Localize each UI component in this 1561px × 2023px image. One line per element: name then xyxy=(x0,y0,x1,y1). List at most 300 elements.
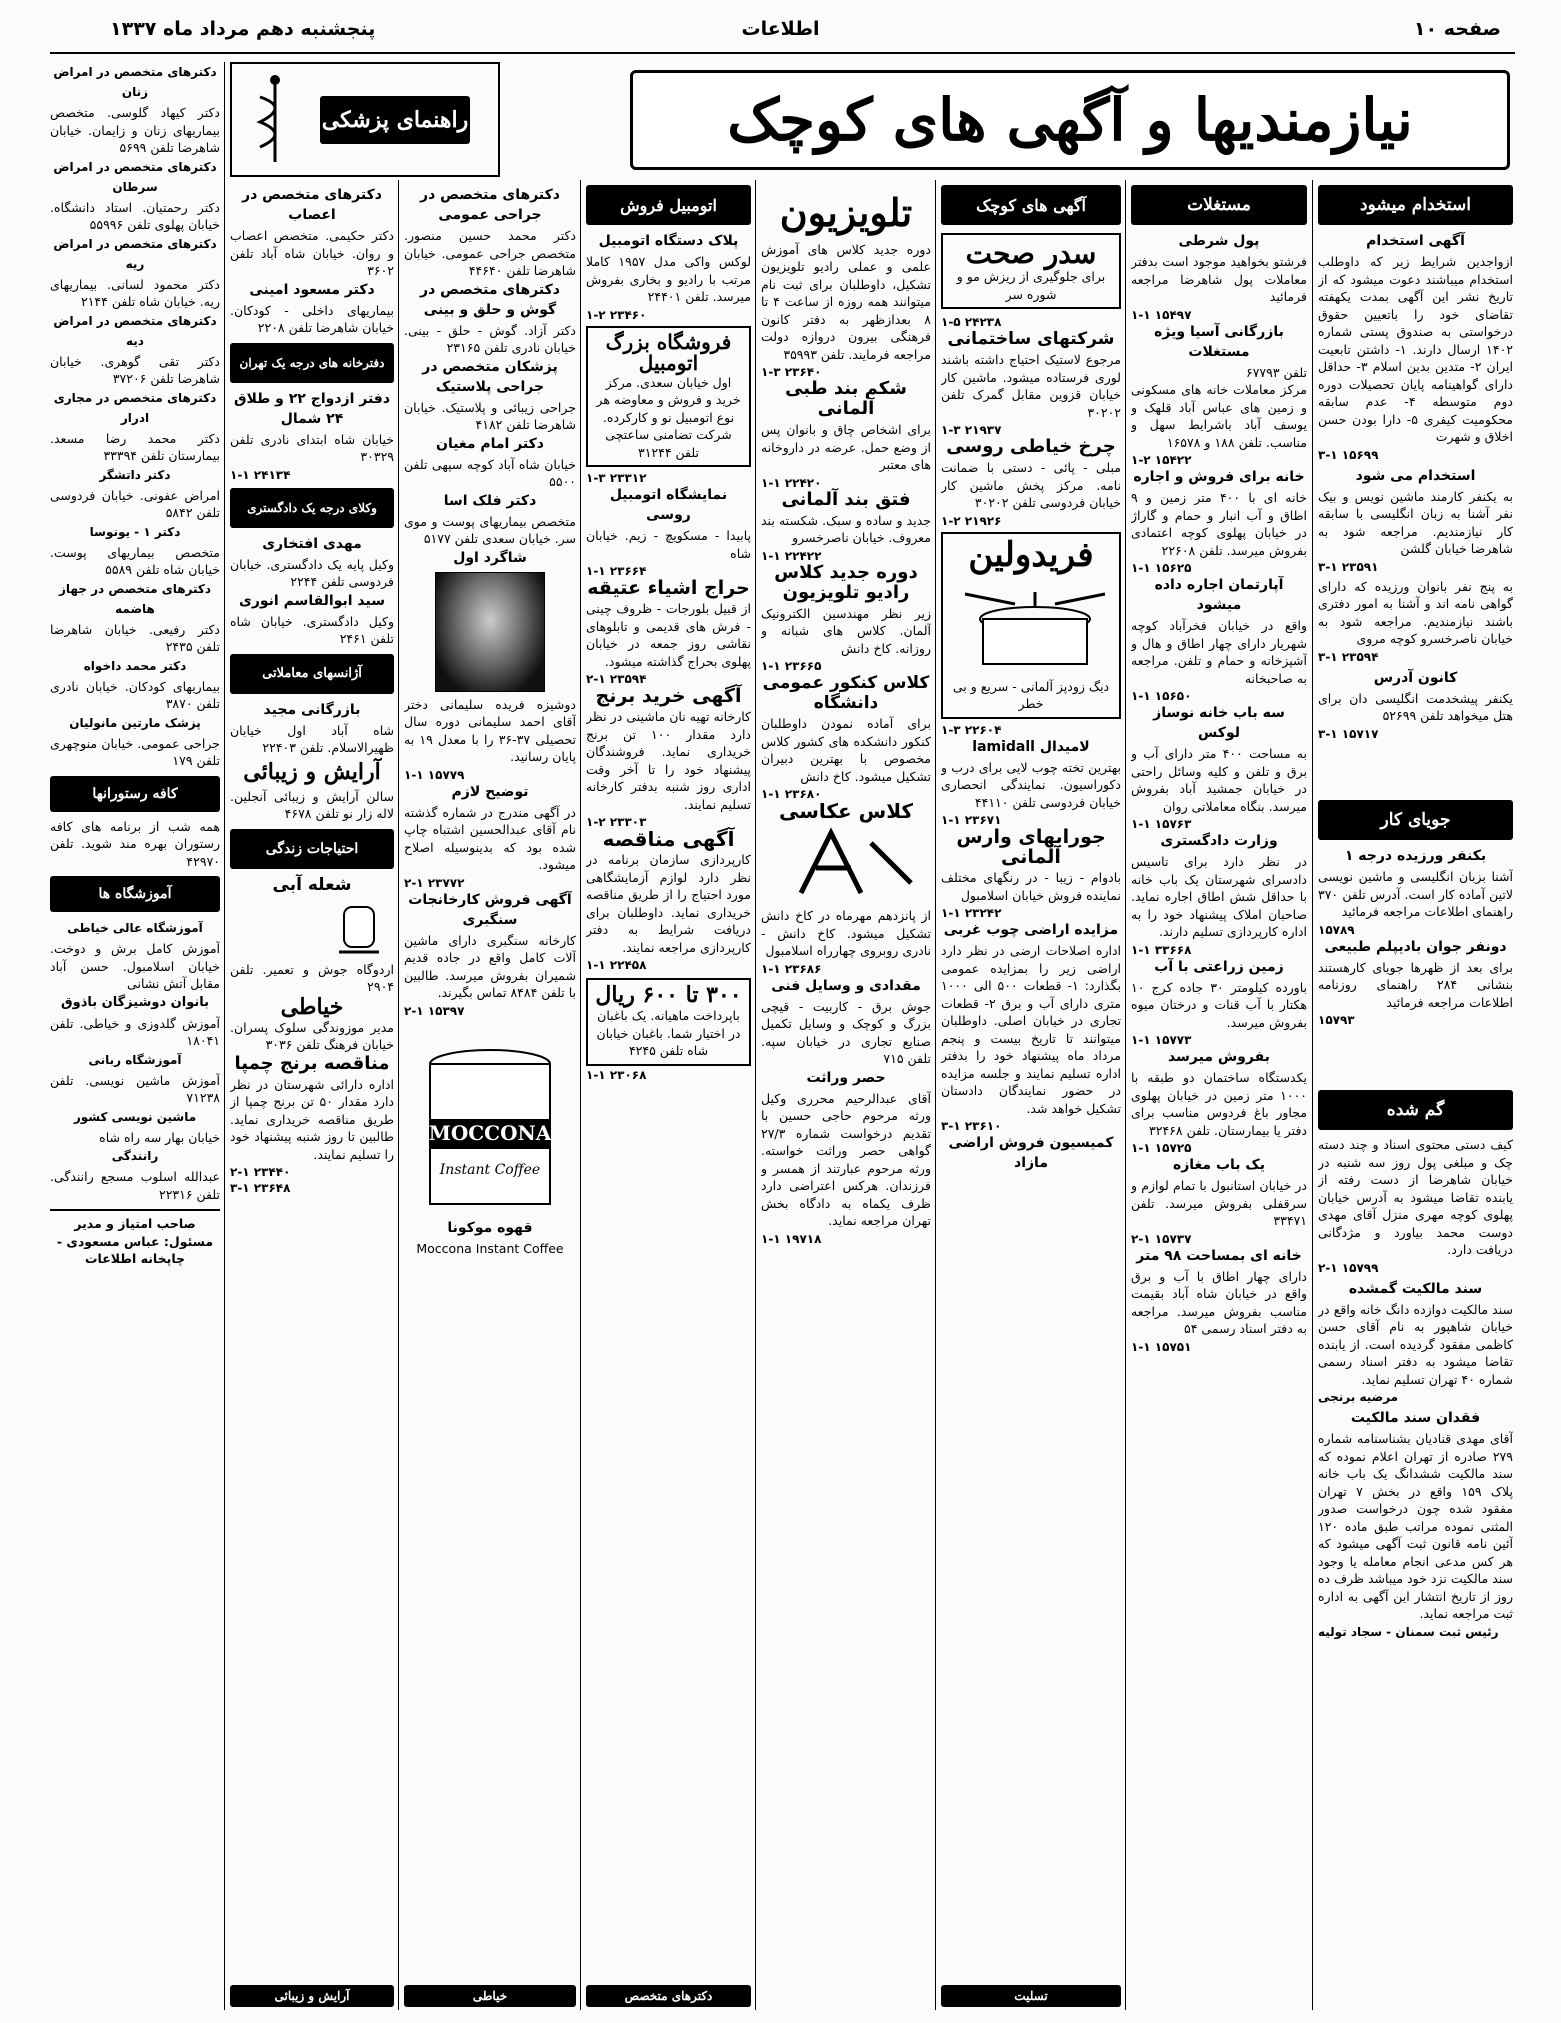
ad-code: ۲-۱ ۱۵۳۹۷ xyxy=(404,1003,465,1018)
ad-text: پابیدا - مسکویچ - زیم. خیابان شاه xyxy=(586,528,751,561)
ad xyxy=(50,713,220,770)
lost-heading: گم شده xyxy=(1318,1090,1513,1130)
ad xyxy=(50,818,220,871)
ad-text: آقای عبدالرحیم محرری وکیل ورثه مرحوم حاجی حسین با تقدیم درخواست شماره ۲۷/۳ گواهی حصر وراثت خواسته. ورثه مرحوم عبارتند از همسر و فرزندان. هرکس اعتراضی دارد ظرف یکماه به دادگاه بخش تهران مراجعه نماید. xyxy=(761,1090,931,1229)
ad-title: سدر صحت xyxy=(965,237,1097,270)
ad-text: برای آماده نمودن داوطلبان کنکور دانشکده های کشور کلاس مخصوص با بهترین دبیران تشکیل میشود. کاخ دانش xyxy=(761,716,931,784)
ad xyxy=(404,548,576,782)
ad-text: جراحی عمومی. خیابان منوچهری تلفن ۱۷۹ xyxy=(50,735,220,768)
ad-title: خانه برای فروش و اجاره xyxy=(1133,469,1305,485)
ad-title: ماشین نویسی کشور xyxy=(73,1109,197,1124)
ad-code: مرضیه برنجی xyxy=(1318,1390,1399,1404)
ad-text: یکنفر پیشخدمت انگلیسی دان برای هتل میخواهد تلفن ۵۲۶۹۹ xyxy=(1318,690,1513,723)
ad xyxy=(1318,846,1513,937)
job-seekers-heading: جویای کار xyxy=(1318,800,1513,840)
ad-title: مناقصه برنج چمپا xyxy=(234,1052,390,1074)
ad xyxy=(586,686,751,829)
ad-text: اردوگاه جوش و تعمیر. تلفن ۲۹۰۴ xyxy=(230,961,394,995)
ad xyxy=(1131,381,1307,467)
ad xyxy=(941,737,1121,828)
ad-text: به یکنفر کارمند ماشین نویس و بیک نفر آشنا به زبان انگلیسی با سابقه کار نیازمندیم. مراجعه شود به شاهرضا خیابان گلشن xyxy=(1318,488,1513,556)
ad-code: ۳-۱ ۲۳۵۹۴ xyxy=(1318,649,1379,664)
ad xyxy=(404,434,576,491)
ad xyxy=(1131,1246,1307,1354)
ad-text: دکتر حکیمی. متخصص اعصاب و روان. خیابان شاه آباد تلفن ۳۶۰۲ xyxy=(230,228,394,278)
ad xyxy=(230,875,394,996)
ad-text: بیماریهای کودکان. خیابان نادری تلفن ۳۸۷۰ xyxy=(50,678,220,711)
ad-text: دکتر آزاد. گوش - حلق - بینی. خیابان نادری تلفن ۲۳۱۶۵ xyxy=(404,322,576,355)
tailor-heading-box xyxy=(404,1985,576,2007)
ad xyxy=(50,522,220,579)
ad-title: سید ابوالقاسم انوری xyxy=(238,592,385,609)
ad-title: چرخ خیاطی روسی xyxy=(946,436,1116,458)
ad-text: سند مالکیت دوازده دانگ خانه واقع در خیابان شاهپور به نام آقای حسن کاظمی مفقود گردیده است. از یابنده تقاضا میشود به دفتر اسناد رسمی شماره ۴۰ تهران تسلیم نماید. xyxy=(1318,1301,1513,1387)
ad-text: واقع در خیابان فخرآباد کوچه شهریار دارای چهار اطاق و هال و آشپزخانه و حمام و تلفن. مراجعه به صاحبخانه xyxy=(1131,618,1307,686)
student-photo xyxy=(435,572,545,692)
col-rule xyxy=(224,62,225,2010)
ad-code: ۱-۱ ۱۵۶۵۰ xyxy=(1131,689,1192,703)
ad-title: کلاس عکاسی xyxy=(778,799,914,824)
ad-title: حراج اشیاء عتیقه xyxy=(587,577,750,599)
svg-text:MOCCONA: MOCCONA xyxy=(428,1120,552,1145)
medical-guide-title: راهنمای پزشکی xyxy=(320,96,470,144)
ad-title: آگهی فروش کارخانجات سنگبری xyxy=(408,891,572,928)
ad xyxy=(761,1068,931,1246)
ad-title: پزشکان متخصص در جراحی پلاستیک xyxy=(422,358,558,395)
ad xyxy=(761,490,931,563)
ad xyxy=(1131,703,1307,831)
ad xyxy=(761,673,931,801)
ad-code: ۱-۱ ۱۵۷۷۹ xyxy=(404,767,465,782)
ad-text: دکتر کیهاد گلوسی. متخصص بیماریهای زنان و زایمان. خیابان شاهرضا تلفن ۵۶۹۹ xyxy=(50,105,220,155)
ad-text: دارای چهار اطاق با آب و برق واقع در خیابان شاه آباد بقیمت مناسب بفروش میرسد. مراجعه به دفتر اسناد رسمی ۵۴ xyxy=(1131,1268,1307,1336)
ad xyxy=(230,280,394,337)
ad xyxy=(230,758,394,823)
ad xyxy=(941,437,1121,528)
ad xyxy=(586,326,751,468)
ad xyxy=(230,534,394,591)
ad-title: ۳۰۰ تا ۶۰۰ ریال xyxy=(595,982,742,1008)
doctors-heading-box xyxy=(586,1985,751,2007)
banner-title: نیازمندیها و آگهی های کوچک xyxy=(727,86,1413,154)
ad-code: ۲-۱ ۲۳۵۹۴ xyxy=(586,672,647,686)
photography-logo-icon xyxy=(771,823,931,903)
ad-title: شعله آبی xyxy=(272,874,352,895)
ad xyxy=(404,890,576,1018)
ad xyxy=(586,829,751,972)
coffee-can-icon xyxy=(415,1024,565,1214)
ad-text: آقای مهدی قنادیان بشناسنامه شماره ۲۷۹ صادره از تهران اعلام نموده که سند مالکیت ششدانگ یک باب خانه پلاک ۱۵۹ واقع در بخش ۷ تهران مفقود شده چون درخواست صدور المثنی نموده مراتب طبق ماده ۱۲۰ آئین نامه قانون ثبت آگهی میشود که هر کس مدعی انجام معامله یا وجود سند مالکیت نزد خود میباشد ظرف ده روز از تاریخ انتشار این آگهی به اداره ثبت مراجعه نماید. xyxy=(1318,1431,1513,1621)
ad-title: زمین زراعتی با آب xyxy=(1154,958,1284,975)
ad-title: بفروش میرسد xyxy=(1168,1049,1270,1065)
ad-code: ۳-۱ ۲۳۵۹۱ xyxy=(1318,559,1379,574)
ad-text: زیر نظر مهندسین الکترونیک آلمان. کلاس های شبانه و روزانه. کاخ دانش xyxy=(761,605,931,656)
small-ads-heading: آگهی های کوچک xyxy=(941,185,1121,225)
medical-caduceus-icon xyxy=(240,72,310,167)
ad-title: دکترهای متخصص در امراض دیه xyxy=(53,313,217,348)
ad xyxy=(230,389,394,482)
ad xyxy=(1318,1136,1513,1275)
ad-title: استخدام می شود xyxy=(1355,467,1476,484)
ad xyxy=(586,485,751,578)
ad xyxy=(50,62,220,157)
ad xyxy=(1131,1155,1307,1246)
ad-text: وکیل پایه یک دادگستری. خیابان فردوسی تلفن ۲۲۴۴ xyxy=(230,556,394,589)
ad-code: ۱-۱ ۲۳۶۶۵ xyxy=(761,659,822,674)
col-rule xyxy=(580,180,581,2010)
page-header xyxy=(0,18,1561,48)
ad-title: کلاس کنکور عمومی دانشگاه xyxy=(762,673,930,714)
col-job-seekers xyxy=(1318,800,1513,1080)
ad xyxy=(941,920,1121,1133)
ad-text: به مساحت ۴۰۰ متر دارای آب و برق و تلفن و کلیه وسائل راحتی در خیابان جمشید آباد بفروش میرسد. بنگاه معاملاتی روان xyxy=(1131,746,1307,814)
canteen-heading: کافه رستورانها xyxy=(50,776,220,812)
ad xyxy=(586,231,751,322)
ad-text: دکتر تقی گوهری. خیابان شاهرضا تلفن ۳۷۲۰۶ xyxy=(50,353,220,386)
ad-code: ۱-۱ ۲۳۶۸۰ xyxy=(761,787,822,802)
page-number: صفحه ۱۰ xyxy=(1413,18,1501,40)
ad-title: دکتر امام مغیان xyxy=(436,435,544,452)
ad xyxy=(50,234,220,311)
ad-text: متخصص بیماریهای پوست. خیابان شاه تلفن ۵۵۸۹ xyxy=(50,544,220,577)
ad-title: آپارتمان اجاره داده میشود xyxy=(1154,577,1284,613)
ad-code: ۱-۱ ۱۵۷۷۳ xyxy=(1131,1033,1192,1047)
teachers-heading: آموزشگاه ها xyxy=(50,876,220,912)
ad xyxy=(1318,578,1513,664)
ad-title: سند مالکیت گمشده xyxy=(1348,1280,1483,1297)
ad-code: ۳-۱ ۱۵۶۹۹ xyxy=(1318,447,1379,462)
ad xyxy=(761,801,931,976)
ad-text: در نظر دارد برای تاسیس دادسرای شهرستان یک باب خانه با حداقل شش اطاق اجاره نماید. صاحبان املاک پیشنهاد خود را به اداره کارپردازی تسلیم دارند. xyxy=(1131,854,1307,939)
ad-text: کارخانه تهیه نان ماشینی در نظر دارد مقدار ۱۰۰ تن برنج خریداری نماید. فروشندگان پیشنهاد خود را تا آخر وقت اداری روز شنبه بدفتر کارخانه تسلیم نمایند. xyxy=(586,709,751,812)
ad-text: از پانزدهم مهرماه در کاخ دانش تشکیل میشود. کاخ دانش - نادری روبروی چهارراه اسلامبول xyxy=(761,908,931,959)
beauty-heading: آرایش و زیبائی xyxy=(230,1985,394,2007)
ad-title: دفتر ازدواج ۲۲ و طلاق ۲۴ شمال xyxy=(233,390,391,427)
ad-title: دوره جدید کلاس رادیو تلویزیون xyxy=(774,561,918,603)
ad xyxy=(50,311,220,388)
ad-text: مرجوع لاستیک احتیاج داشته باشند لوری فرستاده میشود. ماشین کار خیابان قزوین مقابل گمرک تلفن ۳۰۲۰۲ xyxy=(941,352,1121,420)
ad-title: آگهی خرید برنج xyxy=(595,685,742,707)
ad xyxy=(50,579,220,656)
ad-text: اول خیابان سعدی. مرکز خرید و فروش و معاوضه هر نوع اتومبیل نو و کارکرده. شرکت تضامنی ساعتچی تلفن ۳۱۲۴۴ xyxy=(596,374,741,460)
ad-code: ۳-۱ ۱۵۷۱۷ xyxy=(1318,726,1379,741)
ad-text: وکیل دادگستری. خیابان شاه تلفن ۲۴۶۱ xyxy=(230,613,394,646)
ad-title: دکتر محمد داخواه xyxy=(83,658,187,673)
ad-text: آشنا بزبان انگلیسی و ماشین نویسی لاتین آماده کار است. آدرس تلفن ۳۷۰ راهنمای اطلاعات مراجعه فرمائید xyxy=(1318,869,1513,919)
ad-text: اداره اصلاحات ارضی در نظر دارد اراضی زیر را بمزایده عمومی بگذارد: ۱- قطعات ۵۰۰ الی ۱۰۰۰ متری دارای آب و برق ۲- قطعات تجاری در خیابان اصلی. داوطلبان میتوانند تا تاریخ بیست و پنجم مرداد ماه پیشنهاد خود را بدفتر اداره تسلیم نمایند و جلسه مزایده در حضور نمایندگان دادستان تشکیل خواهد شد. xyxy=(941,943,1121,1116)
ad-title: دکترهای متخصص در اعصاب xyxy=(242,187,382,223)
ad-title: فقدان سند مالکیت xyxy=(1350,1410,1481,1426)
col-rule xyxy=(755,180,756,2010)
ad-title: کمیسیون فروش اراضی مازاد xyxy=(948,1135,1114,1172)
ad xyxy=(1131,831,1307,957)
ad-text: باپرداخت ماهیانه. یک باغبان در اختیار شما. باغبان خیابان شاه تلفن ۴۲۴۵ xyxy=(596,1008,741,1059)
ad xyxy=(941,827,1121,920)
ad-code: ۱-۱ ۲۳۶۸۶ xyxy=(761,961,822,976)
ad-title: کانون آدرس xyxy=(1373,669,1458,686)
header-rule xyxy=(50,52,1515,54)
ad-text: خیابان بهار سه راه شاه xyxy=(99,1129,220,1145)
ad xyxy=(230,1054,394,1180)
ad-title: مهدی افتخاری xyxy=(262,535,362,552)
ad xyxy=(941,329,1121,437)
ad-code: ۱-۲ ۲۱۹۲۶ xyxy=(941,513,1002,528)
ad-title: بازرگانی مجید xyxy=(263,701,361,718)
col-rule xyxy=(398,180,399,2010)
ad xyxy=(50,1050,220,1107)
ad-code: ۱-۱ ۲۲۴۲۲ xyxy=(761,548,822,563)
ad-text: همه شب از برنامه های کافه رستوران بهره مند شوید. تلفن ۴۲۹۷۰ xyxy=(50,818,220,869)
ad-text: اداره دارائی شهرستان در نظر دارد مقدار ۵۰ تن برنج چمپا از طریق مناقصه خریداری نماید. طالبین تا روز شنبه پیشنهاد خود را تسلیم نمایند. xyxy=(230,1076,394,1162)
ad-text: از قبیل بلورجات - ظروف چینی - فرش های قدیمی و تابلوهای نقاشی روز جمعه در خیابان پهلوی بحراج گذاشته میشود. xyxy=(586,601,751,669)
ad-text: برای جلوگیری از ریزش مو و شوره سر xyxy=(956,269,1106,302)
ad-code: ۱-۱ ۲۳۶۷۱ xyxy=(941,813,1002,828)
ad-title: آگهی مناقصه xyxy=(602,827,735,851)
ad-text: دکتر محمد حسین منصور. متخصص جراحی عمومی. خیابان شاهرضا تلفن ۴۴۶۴۰ xyxy=(404,228,576,278)
ad xyxy=(404,491,576,548)
col-cars xyxy=(586,185,751,2005)
ad-code: ۱-۱ ۱۵۴۹۷ xyxy=(1131,307,1192,322)
ad-code: ۱-۳ ۲۳۶۴۰ xyxy=(761,365,822,380)
ad-title: تلویزیون xyxy=(779,190,913,235)
ad-title: دونفر جوان بادیپلم طبیعی xyxy=(1324,938,1507,955)
ad-title: سه باب خانه نوساز لوکس xyxy=(1153,705,1285,741)
ad-code: ۱-۱ ۱۵۷۵۱ xyxy=(1131,1339,1192,1354)
ad xyxy=(404,185,576,280)
ad-code: ۳-۱ ۲۳۶۱۰ xyxy=(941,1119,1002,1134)
ad-title: دکتر داتشگر xyxy=(99,467,171,482)
ad xyxy=(230,185,394,280)
ad-title: قهوه موکونا xyxy=(447,1219,533,1236)
ad-code: ۱۵۷۹۳ xyxy=(1318,1013,1355,1027)
ad-text: دوشیزه فریده سلیمانی دختر آقای احمد سلیمانی دوره سال تحصیلی ۳۷-۳۶ را با معدل ۱۹ به پایان رسانید. xyxy=(404,696,576,764)
col-education xyxy=(761,185,931,2005)
ad-title: آموزشگاه عالی خیاطی xyxy=(67,921,203,935)
ad-text: لوکس واکی مدل ۱۹۵۷ کاملا مرتب با رادیو و بخاری بفروش میرسد. تلفن ۲۴۴۰۱ xyxy=(586,254,751,304)
ad-code: ۲-۱ ۱۵۷۳۷ xyxy=(1131,1231,1192,1246)
svg-text:Instant Coffee: Instant Coffee xyxy=(439,1161,541,1178)
employment-heading: استخدام میشود xyxy=(1318,185,1513,225)
ad-code: رئیس ثبت سمنان - سجاد تولیه xyxy=(1318,1624,1499,1639)
ad xyxy=(50,656,220,713)
ad-text: مدیر موزوندگی سلوک پسران. خیابان فرهنگ تلفن ۳۰۳۶ xyxy=(230,1019,394,1053)
ad-text: خانه ای با ۴۰۰ متر زمین و ۹ اطاق و آب انبار و حمام و گاراژ در خیابان پهلوی کوچه اعتمادی بفروش میرسد. تلفن ۲۲۶۰۸ xyxy=(1131,490,1307,558)
ad-title: نمایشگاه اتومبیل روسی xyxy=(609,487,728,523)
ad-code: ۱-۱ ۲۲۴۵۸ xyxy=(586,958,647,972)
ad-title: پزشک مارتین مانولیان xyxy=(69,715,201,730)
ad xyxy=(50,1209,220,1268)
ad-title: شکم بند طبی آلمانی xyxy=(785,378,907,420)
ad-title: لامیدال lamidall xyxy=(972,738,1090,755)
ad-title: پول شرطی xyxy=(1178,233,1260,249)
coffee-ad xyxy=(404,1024,576,1258)
col-rule xyxy=(1125,180,1126,2010)
medical-guide-box xyxy=(230,62,500,177)
ad-title: مقدادی و وسایل فنی xyxy=(771,977,921,994)
ad xyxy=(761,976,931,1068)
ad-text: دوره جدید کلاس های آموزش علمی و عملی رادیو تلویزیون تشکیل، داوطلبان برای ثبت نام میتوانند همه روزه از ساعت ۴ تا ۸ بعدازظهر به دفتر کانون فرهنگی بیرون دروازه دولت مراجعه فرمایند. تلفن ۳۵۹۹۳ xyxy=(761,241,931,362)
ad-code: ۱-۲ ۱۵۴۲۲ xyxy=(1131,453,1192,467)
ad-code: ۱-۵ ۲۴۲۳۸ xyxy=(941,315,1002,330)
ad-code: ۱۵۷۸۹ xyxy=(1318,922,1355,937)
ad xyxy=(1131,957,1307,1048)
ad-title: فریدولین xyxy=(968,534,1094,575)
ad-title: یک باب مغازه xyxy=(1172,1157,1266,1173)
ad xyxy=(50,993,220,1050)
ad-text: شاه آباد اول خیابان ظهیرالاسلام. تلفن ۲۲۴۰۳ xyxy=(230,722,394,755)
ad-text: خیابان شاه آباد کوچه سپهی تلفن ۵۵۰۰ xyxy=(404,456,576,489)
col-rule xyxy=(935,180,936,2010)
ad xyxy=(761,379,931,490)
ad-code: ۱-۲ ۲۳۴۶۰ xyxy=(586,307,647,322)
ad-code: ۱-۱ ۲۲۴۲۰ xyxy=(761,475,822,490)
col-lost xyxy=(1318,1090,1513,2005)
ad-code: ۲-۱ ۱۵۷۹۹ xyxy=(1318,1260,1379,1275)
ad-code: ۱-۲ ۲۳۳۰۳ xyxy=(586,815,647,829)
ad-text: باورده کیلومتر ۳۰ جاده کرج ۱۰ هکتار با آب قنات و درختان میوه بفروش میرسد. xyxy=(1131,979,1307,1030)
cars-heading: اتومبیل فروش xyxy=(586,185,751,225)
ad-title: حصر وراثت xyxy=(806,1069,886,1086)
ad xyxy=(1318,1279,1513,1405)
classifieds-banner xyxy=(630,70,1510,170)
ad-title: وزارت دادگستری xyxy=(1160,833,1278,849)
ad xyxy=(230,700,394,757)
ad-text: مرکز معاملات خانه های مسکونی و زمین های عباس آباد قلهک و یوسف آباد باشرایط سهل و مناسب. تلفن ۱۸۸ و ۱۶۵۷۸ xyxy=(1131,382,1307,450)
tailor-heading: خیاطی xyxy=(404,1985,576,2007)
ad-title: دکتر ۱ - یونوسا xyxy=(89,524,181,539)
ad-title: دکترهای متخصص در امراض زنان xyxy=(53,65,217,99)
ad-title: بکنفر ورزیده درجه ۱ xyxy=(1344,848,1487,864)
ad-title: خیاطی xyxy=(280,993,344,1020)
ad-text: بادوام - زیبا - در رنگهای مختلف نماینده فروش خیابان اسلامبول xyxy=(941,870,1121,903)
ad-text: دکتر محمد رضا مسعد. بیمارستان تلفن ۳۳۳۹۴ xyxy=(50,430,220,463)
beauty-heading-box xyxy=(230,1985,394,2007)
ad xyxy=(1131,322,1307,382)
ad-text: دکتر محمود لسانی. بیماریهای ریه. خیابان شاه تلفن ۲۱۴۴ xyxy=(50,276,220,309)
ad-title: دکترهای متخصص در جراحی عمومی xyxy=(420,187,560,223)
col-real-estate xyxy=(1131,185,1307,2005)
ad-text: برای اشخاص چاق و بانوان پس از وضع حمل. عرضه در داروخانه های معتبر xyxy=(761,422,931,473)
ad-code: ۱-۱ ۱۹۷۱۸ xyxy=(761,1231,822,1246)
ad xyxy=(1318,466,1513,574)
ad-title: خانه ای بمساحت ۹۸ متر xyxy=(1136,1247,1302,1264)
ad xyxy=(50,918,220,993)
ad-text: جدید و ساده و سبک. شکسته بند معروف. خیابان ناصرخسرو xyxy=(761,512,931,546)
ad xyxy=(1318,1408,1513,1639)
ad-title: آموزشگاه ربانی xyxy=(88,1052,182,1067)
ad-text: کیف دستی محتوی اسناد و چند دسته چک و مبلغی پول روز سه شنبه در خیابان شاهرضا از دست رفته از یابنده تقاضا میشود به آدرس خیابان پهلوی کوچه مهری منزل آقای مهدی دوست محمد بیاورد و مژدگانی دریافت دارد. xyxy=(1318,1137,1513,1257)
ad-title: دکترهای متخصص در مجاری ادرار xyxy=(53,390,217,425)
ad-text: یکدستگاه ساختمان دو طبقه با ۱۰۰۰ متر زمین در خیابان پهلوی مجاور باغ فردوس مناسب برای دفتر یا بیمارستان. تلفن ۳۲۴۶۸ xyxy=(1131,1070,1307,1138)
doctors-heading: دکترهای متخصص xyxy=(586,1985,751,2007)
ad xyxy=(1318,937,1513,1028)
ad-code: ۱-۱ ۱۵۷۶۳ xyxy=(1131,817,1192,831)
ad xyxy=(50,157,220,234)
ad xyxy=(1318,668,1513,741)
ad-code: ۱-۱ ۲۴۱۳۴ xyxy=(230,467,291,482)
ad-title: آرایش و زیبائی xyxy=(243,758,381,785)
ad-title: دکترهای متخصص در امراض ریه xyxy=(53,236,217,271)
ad xyxy=(941,233,1121,309)
ad-text: جوش برق - کاربیت - قیچی بزرگ و کوچک و وسایل تکمیل صنایع تجاری در خیابان سپه. تلفن ۷۱۵ xyxy=(761,998,931,1067)
ad xyxy=(404,357,576,434)
ad xyxy=(1131,467,1307,575)
ad-title: پلاک دستگاه اتومبیل xyxy=(598,233,739,249)
needs-heading: احتیاجات زندگی xyxy=(230,829,394,869)
issue-date: پنجشنبه دهم مرداد ماه ۱۳۳۷ xyxy=(110,18,376,40)
ad-title: بانوان دوشیزگان باذوق xyxy=(60,994,209,1010)
ad-title: رانندگی xyxy=(111,1149,159,1163)
ad xyxy=(50,465,220,522)
ad-text: کارخانه سنگبری دارای ماشین آلات کامل واقع در جاده قدیم شمیران بفروش میرسد. طالبین با تلفن ۸۴۸۴ تماس بگیرند. xyxy=(404,932,576,1000)
ad-title: دکترهای متخصص در گوش و حلق و بینی xyxy=(420,281,560,318)
ad-text: تلفن ۶۷۷۹۳ xyxy=(1245,364,1307,380)
ad xyxy=(1318,231,1513,462)
ad xyxy=(1131,575,1307,703)
ad-code: ۱-۱ ۲۳۰۶۸ xyxy=(586,1067,647,1082)
ad-code: ۲-۱ ۲۳۴۴۰ xyxy=(230,1165,291,1180)
ad-code: ۱-۱ ۲۳۲۴۲ xyxy=(941,906,1002,921)
ad xyxy=(586,978,751,1066)
ad-text: دکتر رفیعی. خیابان شاهرضا تلفن ۲۴۳۵ xyxy=(50,621,220,654)
ad-code: ۱-۱ ۱۵۶۲۵ xyxy=(1131,561,1192,575)
samovar-icon xyxy=(324,897,394,957)
ad-title: بازرگانی آسیا ویژه مستغلات xyxy=(1154,323,1284,360)
ad-title: شاگرد اول xyxy=(453,549,527,566)
ad-text: آموزش کامل برش و دوخت. خیابان اسلامبول. حسن آباد مقابل آتش نشانی xyxy=(50,941,220,991)
ad-title: جورابهای وارس آلمانی xyxy=(956,826,1106,869)
ad xyxy=(761,190,931,380)
ad xyxy=(404,280,576,357)
ad-title: دکترهای متخصص در جهاز هاضمه xyxy=(58,581,212,616)
ad-text: خیابان شاه ابتدای نادری تلفن ۳۰۳۲۹ xyxy=(230,431,394,464)
mourning-heading: تسلیت xyxy=(941,1985,1121,2007)
ad-text: بهترین تخته چوب لایی برای درب و دکوراسیون. نمایندگی انحصاری خیابان فردوسی تلفن ۴۴۱۱۰ xyxy=(941,759,1121,810)
ad-code: ۱-۳ ۲۳۳۱۲ xyxy=(586,471,647,485)
col-specialists xyxy=(50,62,220,2007)
ad xyxy=(1131,231,1307,322)
ad-code: ۱-۳ ۲۱۹۳۷ xyxy=(941,423,1002,438)
ad xyxy=(941,532,1121,719)
ad-text: متخصص بیماریهای پوست و موی سر. خیابان سعدی تلفن ۵۱۷۷ xyxy=(404,513,576,546)
ad xyxy=(230,591,394,648)
mourning-heading-box xyxy=(941,1985,1121,2007)
ad xyxy=(586,578,751,686)
ad xyxy=(404,782,576,890)
ad-title: شرکتهای ساختمانی xyxy=(947,329,1115,350)
ad-title: مزایده اراضی چوب غربی xyxy=(943,922,1119,939)
ad xyxy=(1131,1047,1307,1155)
lawyers-heading: وکلای درجه یک دادگستری xyxy=(230,488,394,528)
ad-text: امراض عفونی. خیابان فردوسی تلفن ۵۸۴۲ xyxy=(50,487,220,520)
ad-title: فتق بند آلمانی xyxy=(781,488,911,510)
ad-code: ۱-۳ ۲۲۶۰۴ xyxy=(941,722,1002,737)
ad-text: جراحی زیبائی و پلاستیک. خیابان شاهرضا تلفن ۴۱۸۲ xyxy=(404,399,576,432)
col-rule xyxy=(1312,180,1313,2010)
ad-code: ۳-۱ ۲۳۶۴۸ xyxy=(230,1181,291,1196)
ad-text: فرشتو بخواهید موجود است بدفتر معاملات پول شاهرضا مراجعه فرمائید xyxy=(1131,254,1307,304)
col-employment xyxy=(1318,185,1513,785)
ad-title: آگهی استخدام xyxy=(1366,233,1465,249)
notaries-heading: دفترخانه های درجه یک تهران xyxy=(230,343,394,383)
ad-text: بیماریهای داخلی - کودکان. خیابان شاهرضا تلفن ۲۲۰۸ xyxy=(230,302,394,335)
ad-text: به پنج نفر بانوان ورزیده که دارای گواهی نامه اند و آشنا به امور دفتری باشند نیازمندیم. مراجعه شود به خیابان ناصرخسرو کوچه مروی xyxy=(1318,578,1513,646)
ad-text: در آگهی مندرج در شماره گذشته نام آقای عبدالحسین اشتباه چاپ شده بود که بدینوسیله اصلاح میشود. xyxy=(404,804,576,872)
ad-title: دکتر مسعود امینی xyxy=(249,281,375,298)
ad-title: دکترهای متخصص در امراض سرطان xyxy=(53,159,217,194)
imprint-text: صاحب امتیاز و مدیر مسئول: عباس مسعودی - چاپخانه اطلاعات xyxy=(56,1216,214,1266)
ad-code: ۱-۱ ۲۳۶۶۴ xyxy=(586,564,647,578)
